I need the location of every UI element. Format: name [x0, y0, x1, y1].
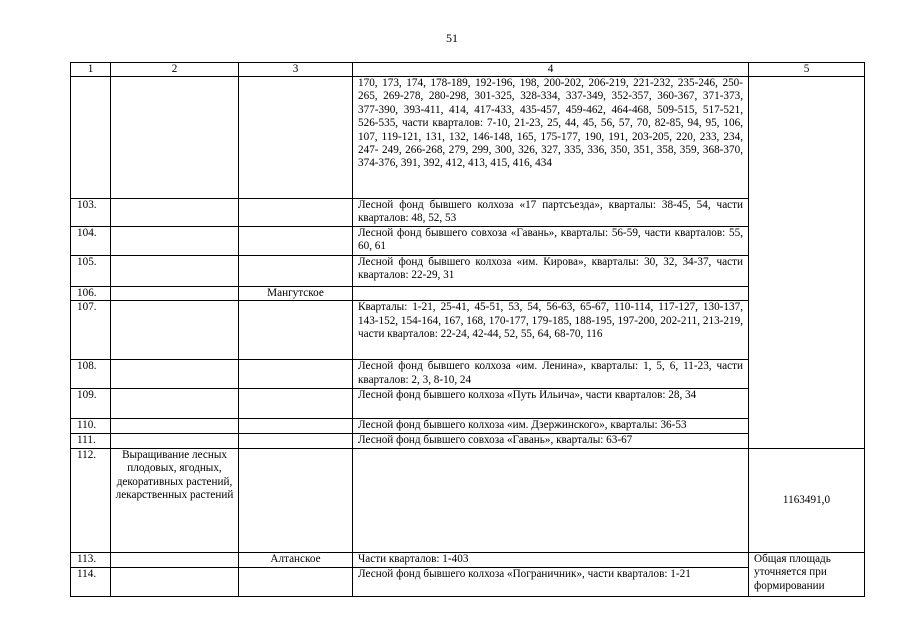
table-row: [71, 360, 865, 389]
quarters-cell: [353, 287, 749, 301]
quarters-cell: Лесной фонд бывшего колхоза «им. Кирова», кварталы: 30, 32, 34-37, части кварталов: 22-29, 31: [353, 256, 749, 287]
quarters-cell: 170, 173, 174, 178-189, 192-196, 198, 200-202, 206-219, 221-232, 235-246, 250-265, 269-278, 280-298, 301-325, 328-334, 337-349, 352-357, 360-367, 371-373, 377-390, 393-411, 414, 417-433, 435-457, 459-462, 464-468, 509-515, 517-521, 526-535, части кварталов: 7-10, 21-23, 25, 44, 45, 56, 57, 70, 82-85, 94, 95, 106, 107, 119-121, 131, 132, 146-148, 165, 175-177, 190, 191, 203-205, 220, 233, 234, 247- 249, 266-268, 279, 299, 300, 326, 327, 335, 336, 350, 351, 358, 359, 368-370, 374-376, 391, 392, 412, 413, 415, 416, 434: [353, 77, 749, 199]
forestry-cell: Мангутское: [239, 287, 353, 301]
purpose-cell: [111, 227, 239, 256]
row-number-cell: 106.: [71, 287, 111, 301]
row-number-cell: 104.: [71, 227, 111, 256]
table-row: [71, 567, 865, 596]
row-number-cell: 103.: [71, 199, 111, 227]
quarters-cell: [353, 448, 749, 552]
table-row: [71, 227, 865, 256]
table-row: [71, 552, 865, 567]
row-number-cell: 111.: [71, 434, 111, 448]
table-row: [71, 389, 865, 419]
forestry-cell: [239, 448, 353, 552]
forestry-cell: [239, 389, 353, 419]
forestry-cell: [239, 199, 353, 227]
quarters-cell: Лесной фонд бывшего колхоза «Пограничник», части кварталов: 1-21: [353, 567, 749, 596]
table-row: [71, 434, 865, 448]
page-number: 51: [446, 31, 458, 45]
table-row: [71, 287, 865, 301]
quarters-cell: Кварталы: 1-21, 25-41, 45-51, 53, 54, 56-63, 65-67, 110-114, 117-127, 130-137, 143-152, 154-164, 167, 168, 170-177, 179-185, 188-195, 197-200, 202-211, 213-219, части кварталов: 22-24, 42-44, 52, 55, 64, 68-70, 116: [353, 301, 749, 360]
forestry-cell: Алтанское: [239, 552, 353, 567]
purpose-cell: [111, 360, 239, 389]
purpose-cell: [111, 434, 239, 448]
row-number-cell: 113.: [71, 552, 111, 567]
quarters-cell: Лесной фонд бывшего колхоза «Путь Ильича», части кварталов: 28, 34: [353, 389, 749, 419]
row-number-cell: 110.: [71, 419, 111, 434]
purpose-cell: [111, 77, 239, 199]
row-number-cell: 114.: [71, 567, 111, 596]
purpose-cell: [111, 419, 239, 434]
quarters-cell: Лесной фонд бывшего колхоза «им. Дзержинского», кварталы: 36-53: [353, 419, 749, 434]
quarters-cell: Части кварталов: 1-403: [353, 552, 749, 567]
purpose-cell: [111, 287, 239, 301]
area-note-cell: Общая площадь уточняется при формировании: [749, 552, 865, 596]
quarters-cell: Лесной фонд бывшего совхоза «Гавань», кварталы: 56-59, части кварталов: 55, 60, 61: [353, 227, 749, 256]
forestry-cell: [239, 360, 353, 389]
forestry-cell: [239, 301, 353, 360]
table-row: [71, 301, 865, 360]
table-row: [71, 419, 865, 434]
forestry-cell: [239, 419, 353, 434]
forestry-cell: [239, 434, 353, 448]
forestry-cell: [239, 227, 353, 256]
quarters-cell: Лесной фонд бывшего совхоза «Гавань», кварталы: 63-67: [353, 434, 749, 448]
column-header-5: 5: [749, 63, 865, 77]
forestry-cell: [239, 77, 353, 199]
row-number-cell: 112.: [71, 448, 111, 552]
table-row: [71, 448, 865, 552]
column-header-3: 3: [239, 63, 353, 77]
purpose-cell: [111, 552, 239, 567]
area-cell-upper: [749, 77, 865, 449]
quarters-cell: Лесной фонд бывшего колхоза «им. Ленина», кварталы: 1, 5, 6, 11-23, части кварталов: 2, 3, 8-10, 24: [353, 360, 749, 389]
row-number-cell: 109.: [71, 389, 111, 419]
row-number-cell: 105.: [71, 256, 111, 287]
row-number-cell: 107.: [71, 301, 111, 360]
forestry-cell: [239, 256, 353, 287]
quarters-cell: Лесной фонд бывшего колхоза «17 партсъезда», кварталы: 38-45, 54, части кварталов: 48, 52, 53: [353, 199, 749, 227]
table-row: [71, 256, 865, 287]
table-row: [71, 199, 865, 227]
column-header-4: 4: [353, 63, 749, 77]
purpose-cell: [111, 301, 239, 360]
forest-use-table: [70, 62, 865, 597]
purpose-cell: [111, 567, 239, 596]
purpose-cell: Выращивание лесных плодовых, ягодных, декоративных растений, лекарственных растений: [111, 448, 239, 552]
header-row: [71, 63, 865, 77]
forestry-cell: [239, 567, 353, 596]
purpose-cell: [111, 256, 239, 287]
column-header-2: 2: [111, 63, 239, 77]
purpose-cell: [111, 389, 239, 419]
table-row: [71, 77, 865, 199]
row-number-cell: [71, 77, 111, 199]
row-number-cell: 108.: [71, 360, 111, 389]
column-header-1: 1: [71, 63, 111, 77]
area-total-cell: 1163491,0: [749, 448, 865, 552]
purpose-cell: [111, 199, 239, 227]
